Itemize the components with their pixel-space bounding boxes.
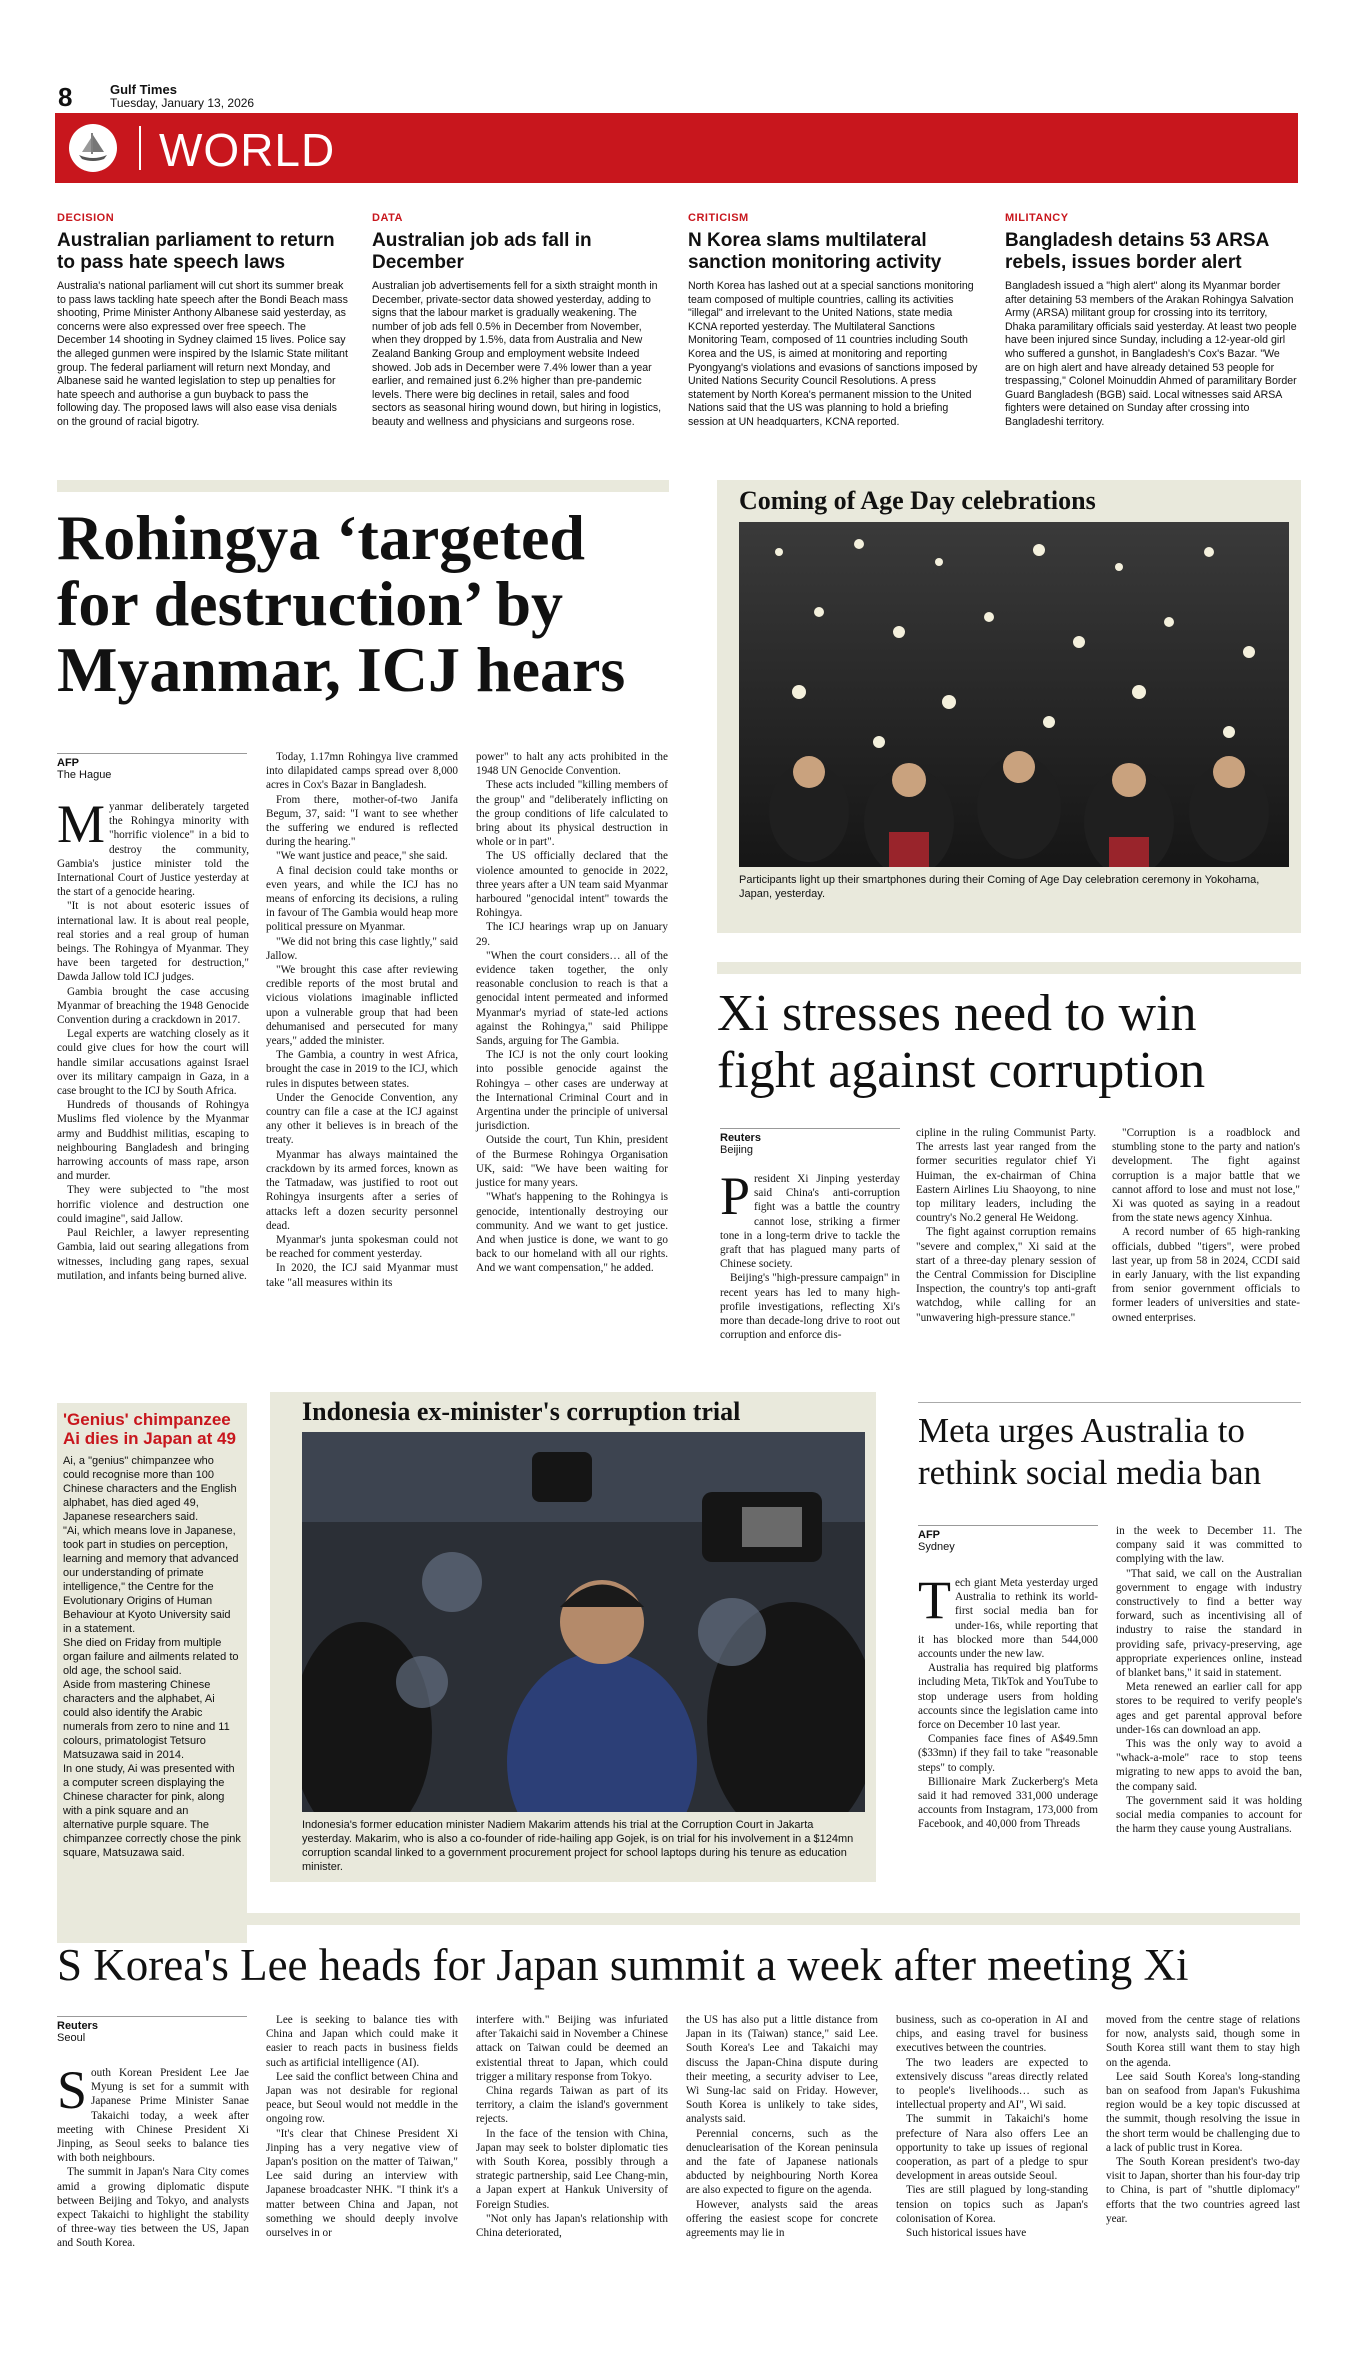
paragraph: Myanmar's junta spokesman could not be reached for comment yesterday. xyxy=(266,1233,458,1261)
paragraph: The fight against corruption remains "severe and complex," Xi said at the start of a three-day plenary session of the Central Commission for Discipline Inspection, the country's top anti-graft watchdog, while calling for an "unwavering high-pressure stance." xyxy=(916,1226,1096,1324)
paragraph: China regards Taiwan as part of its territory, a claim the island's government rejects. xyxy=(476,2085,668,2126)
paragraph: In 2020, the ICJ said Myanmar must take "all measures within its xyxy=(266,1262,458,1289)
brief-headline: Australian parliament to return to pass hate speech laws xyxy=(57,230,335,273)
brief-bangladesh xyxy=(1005,212,1297,430)
brief-category: DECISION xyxy=(57,212,115,224)
paragraph: "When the court considers… all of the evidence taken together, the only reasonable conclusion to reach is that a genocidal intent permeated and informed Myanmar's myriad of state-led actions against the Rohingya," said Philippe Sands, arguing for The Gambia. xyxy=(476,949,668,1048)
korea-col-3 xyxy=(476,2013,668,2240)
rohingya-col-2 xyxy=(266,750,458,1290)
paragraph: "It's clear that Chinese President Xi Jinping has a very negative view of Japan's position on the matter of Taiwan," Lee said during an interview with Japanese broadcaster NHK. "I think it's a matter between China and Japan, not something we should deeply involve ourselves in or xyxy=(266,2127,458,2240)
paragraph: Australia has required big platforms including Meta, TikTok and YouTube to stop underage users from holding accounts since the legislation came into force on December 10 last year. xyxy=(918,1662,1098,1732)
brief-body: North Korea has lashed out at a special sanctions monitoring team composed of multiple countries, calling its activities "illegal" and irrelevant to the United Nations, state media KCNA reported yesterday. The Multilateral Sanctions Monitoring Team, composed of 11 countries including South Korea and the US, is aimed at monitoring and reporting Pyongyang's violations and evasions of sanctions imposed by United Nations Security Council Resolutions. A press statement by North Korea's permanent mission to the United Nations said that the US was planning to hold a briefing session at UN headquarters, KCNA reported. xyxy=(688,280,978,428)
page-number: 8 xyxy=(58,82,73,112)
paragraph: This was the only way to avoid a "whack-a-mole" race to stop teens migrating to new apps to avoid the ban, the company said. xyxy=(1116,1738,1302,1793)
photo-caption: Participants light up their smartphones during their Coming of Age Day celebration ceremony in Yokohama, Japan, yesterday. xyxy=(739,874,1260,900)
paragraph: "We brought this case after reviewing credible reports of the most brutal and vicious violations imaginable inflicted upon a vulnerable group that had been dehumanised and persecuted for many years," added the minister. xyxy=(266,964,458,1048)
brief-body: Australia's national parliament will cut short its summer break to pass laws tackling hate speech after the Bondi Beach mass shooting, Prime Minister Anthony Albanese said yesterday, as concerns were also expressed over free speech. The December 14 shooting in Sydney claimed 15 lives. Police say the alleged gunmen were inspired by the Islamic State militant group. The federal parliament will return next Monday, and Albanese said he wanted legislation to step up penalties for hate speech and authorise a gun buyback to pass the following day. The proposed laws will also ease visa denials on the ground of racial bigotry. xyxy=(57,280,348,428)
rohingya-col-3 xyxy=(476,750,668,1276)
paragraph: Such historical issues have xyxy=(906,2227,1027,2240)
coming-of-age-photo xyxy=(739,522,1289,867)
paragraph: The summit in Japan's Nara City comes amid a growing diplomatic dispute between Beijing and Tokyo, and analysts expect Takaichi to highlight the stability of three-way ties between the US, Japan and South Korea. xyxy=(57,2166,249,2250)
divider xyxy=(918,1402,1301,1403)
xi-col-1 xyxy=(720,1166,900,1342)
paragraph: They were subjected to "the most horrific violence and destruction one could imagine", said Jallow. xyxy=(57,1184,249,1225)
brief-body: Bangladesh issued a "high alert" along its Myanmar border after detaining 53 members of the Arakan Rohingya Salvation Army (ARSA) militant group for crossing into its territory, Dhaka paramilitary officials said yesterday. At least two people have been injured since Sunday, including a 12-year-old girl who suffered a gunshot, in Bangladesh's Cox's Bazar. "We are on high alert and have already detained 53 people for trespassing," Colonel Moinuddin Ahmed of paramilitary Border Guard Bangladesh (BGB) said. Local witnesses said ARSA fighters were detained on Sunday after crossing into Bangladeshi territory. xyxy=(1005,280,1297,428)
dropcap: S xyxy=(57,2060,88,2120)
xi-headline: Xi stresses need to win fight against corruption xyxy=(717,985,1206,1099)
paragraph: Lee said South Korea's long-standing ban on seafood from Japan's Fukushima region would be a key topic discussed at the summit, though resolving the issue in the short term would be challenging due to a lack of public trust in Korea. xyxy=(1106,2070,1300,2154)
rohingya-col-1 xyxy=(57,794,249,1283)
paragraph: Beijing's "high-pressure campaign" in recent years has led to many high-profile investigations, reflecting Xi's more than decade-long drive to root out corruption and enforce dis- xyxy=(720,1272,900,1342)
paragraph: the US has also put a little distance from Japan in its (Taiwan) stance," said Lee. South Korea's Lee and Takaichi may discuss the Japan-China dispute during their meeting, a security adviser to Lee, Wi Sung-lac said on Friday. However, South Korea is unlikely to take sides, analysts said. xyxy=(686,2014,878,2126)
meta-col-2 xyxy=(1116,1524,1302,1836)
paragraph: Companies face fines of A$49.5mn ($33mn) if they fail to take "reasonable steps" to comply. xyxy=(918,1733,1098,1774)
paragraph: interfere with." Beijing was infuriated after Takaichi said in November a Chinese attack on Taiwan could be deemed an existential threat to Japan, which could trigger a military response from Tokyo. xyxy=(476,2014,668,2083)
section-bar xyxy=(55,113,1298,183)
paragraph: A record number of 65 high-ranking officials, dubbed "tigers", were probed last year, up from 58 in 2024, CCDI said in early January, with the list expanding from senior government officials to former leaders of universities and state-owned enterprises. xyxy=(1112,1226,1300,1324)
paragraph: The ICJ is not the only court looking into possible genocide against the Rohingya – other cases are underway at the International Criminal Court and in Argentina under the principle of universal jurisdiction. xyxy=(476,1049,668,1133)
paragraph: "Not only has Japan's relationship with China deteriorated, xyxy=(476,2212,668,2240)
brief-australian-parliament xyxy=(57,212,349,430)
paragraph: Billionaire Mark Zuckerberg's Meta said it had removed 331,000 underage accounts from Instagram, 173,000 from Facebook, and 40,000 from Threads xyxy=(918,1775,1098,1831)
paragraph: The summit in Takaichi's home prefecture of Nara also offers Lee an opportunity to take up issues of regional cooperation, as part of a pledge to spur development in areas outside Seoul. xyxy=(896,2113,1088,2183)
rohingya-headline: Rohingya ‘targeted for destruction’ by Myanmar, ICJ hears xyxy=(57,502,626,705)
dropcap: M xyxy=(57,794,106,854)
photo-title: Coming of Age Day celebrations xyxy=(739,486,1096,515)
meta-col-1 xyxy=(918,1570,1098,1832)
section-rule xyxy=(57,1913,1300,1925)
paragraph: yanmar deliberately targeted the Rohingya minority with "horrific violence" in a bid to destroy the community, Gambia's justice minister told the International Court of Justice yesterday at the start of a genocide hearing. xyxy=(57,801,249,899)
indonesia-panel xyxy=(270,1392,876,1882)
paragraph: However, analysts said the areas offering the easiest scope for concrete agreements may lie in xyxy=(686,2198,878,2240)
agency: AFP xyxy=(918,1529,940,1541)
brief-headline: Australian job ads fall in December xyxy=(372,230,592,273)
paragraph: From there, mother-of-two Janifa Begum, 37, said: "I want to see whether the suffering we endured is reflected during the hearing." xyxy=(266,793,458,849)
brief-body: Australian job advertisements fell for a sixth straight month in December, private-sector data showed yesterday, adding to signs that the labour market is gradually weakening. The number of job ads fell 0.5% in December from November, when they dropped by 1.5%, data from Australia and New Zealand Banking Group and employment website Indeed showed. Job ads in December were 7.4% lower than a year earlier, and remained just 6.2% higher than pre-pandemic levels. There were big declines in retail, sales and food sectors as seasonal hiring wound down, but hiring in logistics, beauty and wellness and physicians and surgeons rose. xyxy=(372,280,662,428)
paragraph: resident Xi Jinping yesterday said China's anti-corruption fight was a battle the country cannot lose, striking a firmer tone in a long-term drive to tackle the graft that has plagued many parts of Chinese society. xyxy=(720,1173,900,1271)
brief-job-ads xyxy=(372,212,664,430)
dateline: Seoul xyxy=(57,2032,86,2044)
paragraph: "Ai, which means love in Japanese, took part in studies on perception, learning and memory that advanced our understanding of primate intelligence," the Centre for the Evolutionary Origins of Human Behaviour at Kyoto University said in a statement. xyxy=(63,1525,239,1635)
dateline: The Hague xyxy=(57,769,112,781)
chimp-body xyxy=(63,1454,241,1860)
paragraph: Perennial concerns, such as the denuclearisation of the Korean peninsula and the fate of Japanese nationals abducted by neighbouring North Korea are also expected to figure on the agenda. xyxy=(686,2127,878,2197)
paragraph: The ICJ hearings wrap up on January 29. xyxy=(476,921,668,948)
paragraph: "That said, we call on the Australian government to engage with industry constructively to find a better way forward, such as incentivising all of industry to raise the standard in providing safe, privacy-preserving, age appropriate experiences online, instead of blanket bans," it said in statement. xyxy=(1116,1567,1302,1680)
paragraph: Paul Reichler, a lawyer representing Gambia, laid out searing allegations from witnesses, including gang rapes, sexual mutilation, and infants being burned alive. xyxy=(57,1227,249,1282)
korea-headline: S Korea's Lee heads for Japan summit a week after meeting Xi xyxy=(57,1940,1189,1990)
korea-col-2 xyxy=(266,2013,458,2240)
paragraph: cipline in the ruling Communist Party. The arrests last year ranged from the former securities regulator chief Yi Huiman, the ex-chairman of China Eastern Airlines Liu Shaoyong, to nine top military leaders, including the country's No.2 general He Weidong. xyxy=(916,1127,1096,1225)
paragraph: Today, 1.17mn Rohingya live crammed into dilapidated camps spread over 8,000 acres in Cox's Bazar in Bangladesh. xyxy=(266,751,458,792)
paper-name: Gulf Times xyxy=(110,82,177,97)
brief-category: DATA xyxy=(372,212,403,224)
photo-title: Indonesia ex-minister's corruption trial xyxy=(302,1397,741,1426)
meta-byline xyxy=(918,1525,1098,1553)
paragraph: moved from the centre stage of relations for now, analysts said, though some in South Korea still want them to stay high on the agenda. xyxy=(1106,2014,1300,2069)
korea-col-5 xyxy=(896,2013,1088,2240)
paragraph: She died on Friday from multiple organ failure and ailments related to old age, the school said. xyxy=(63,1637,239,1677)
xi-col-3 xyxy=(1112,1126,1300,1325)
section-divider xyxy=(139,126,141,170)
paragraph: Myanmar has always maintained the crackdown by its armed forces, known as the Tatmadaw, was justified to root out Rohingya insurgents after a series of attacks left a dozen security personnel dead. xyxy=(266,1148,458,1232)
paragraph: In the face of the tension with China, Japan may seek to bolster diplomatic ties with South Korea, possibly through a strategic partnership, said Lee Chang-min, a Japan expert at Hankuk University of Foreign Studies. xyxy=(476,2127,668,2211)
paragraph: Lee said the conflict between China and Japan was not desirable for regional peace, but Seoul would not meddle in the ongoing row. xyxy=(266,2070,458,2126)
paragraph: Outside the court, Tun Khin, president of the Burmese Rohingya Organisation UK, said: "We have been waiting for justice for many years. xyxy=(476,1134,668,1190)
chimp-headline: 'Genius' chimpanzee Ai dies in Japan at 49 xyxy=(63,1410,236,1448)
rohingya-byline xyxy=(57,753,247,781)
paragraph: Ties are still plagued by long-standing tension on topics such as Japan's colonisation of Korea. xyxy=(896,2184,1088,2225)
paragraph: In one study, Ai was presented with a computer screen displaying the Chinese character for pink, along with a pink square and an alternative purple square. The chimpanzee correctly chose the pink square, Matsuzawa said. xyxy=(63,1763,241,1859)
section-rule xyxy=(717,962,1301,974)
paragraph: outh Korean President Lee Jae Myung is set for a summit with Japanese Prime Minister Sanae Takaichi today, a week after meeting with Chinese President Xi Jinping, as Seoul seeks to balance ties with both neighbours. xyxy=(57,2067,249,2165)
paragraph: Hundreds of thousands of Rohingya Muslims fled violence by the Myanmar army and Buddhist militias, escaping to neighbouring Bangladesh and bringing harrowing accounts of mass rape, arson and murder. xyxy=(57,1099,249,1183)
paragraph: A final decision could take months or even years, and while the ICJ has no means of enforcing its decisions, a ruling in favour of The Gambia would heap more political pressure on Myanmar. xyxy=(266,864,458,934)
paragraph: The Gambia, a country in west Africa, brought the case in 2019 to the ICJ, which rules in disputes between states. xyxy=(266,1049,458,1090)
brief-north-korea xyxy=(688,212,980,430)
paragraph: The US officially declared that the violence amounted to genocide in 2022, three years after a UN team said Myanmar harboured "genocidal intent" towards the Rohingya. xyxy=(476,850,668,920)
brief-category: MILITANCY xyxy=(1005,212,1069,224)
indonesia-photo xyxy=(302,1432,865,1812)
dateline: Beijing xyxy=(720,1144,754,1156)
page-header xyxy=(58,80,1303,112)
paragraph: ech giant Meta yesterday urged Australia to rethink its world-first social media ban for under-16s, while reporting that it has blocked more than 544,000 accounts under the new law. xyxy=(918,1577,1098,1661)
section-rule xyxy=(57,480,669,492)
xi-byline xyxy=(720,1128,900,1156)
paragraph: Meta renewed an earlier call for app stores to be required to verify people's ages and get parental approval before under-16s can download an app. xyxy=(1116,1681,1302,1736)
brief-category: CRITICISM xyxy=(688,212,749,224)
paragraph: Aside from mastering Chinese characters and the alphabet, Ai could also identify the Arabic numerals from zero to nine and 11 colours, primatologist Tetsuro Matsuzawa said in 2014. xyxy=(63,1679,230,1761)
dropcap: T xyxy=(918,1570,951,1630)
dropcap: P xyxy=(720,1166,751,1226)
paper-date: Tuesday, January 13, 2026 xyxy=(110,96,255,110)
paragraph: The South Korean president's two-day visit to Japan, shorter than his four-day trip to China, is part of "shuttle diplomacy" efforts that the two countries agreed last year. xyxy=(1106,2156,1300,2225)
agency: AFP xyxy=(57,757,79,769)
paragraph: power" to halt any acts prohibited in the 1948 UN Genocide Convention. xyxy=(476,751,668,778)
paragraph: "What's happening to the Rohingya is genocide, intentionally destroying our community. And we want to get justice. And when justice is done, we want to go back to our homeland with all our rights. And we want compensation," he added. xyxy=(476,1191,668,1275)
korea-byline xyxy=(57,2016,247,2044)
meta-headline: Meta urges Australia to rethink social media ban xyxy=(918,1411,1262,1492)
agency: Reuters xyxy=(720,1132,761,1144)
paragraph: Gambia brought the case accusing Myanmar of breaching the 1948 Genocide Convention during a crackdown in 2017. xyxy=(57,985,249,1027)
paragraph: "Corruption is a roadblock and stumbling stone to the party and nation's development. The fight against corruption is a major battle that we cannot afford to lose and must not lose," Xi was quoted as saying in a readout from the state news agency Xinhua. xyxy=(1112,1127,1300,1225)
agency: Reuters xyxy=(57,2020,98,2032)
xi-col-2 xyxy=(916,1126,1096,1325)
photo-caption: Indonesia's former education minister Nadiem Makarim attends his trial at the Corruption Court in Jakarta yesterday. Makarim, who is also a co-founder of ride-hailing app Gojek, is on trial for his involvement in a $124mn corruption scandal linked to a government procurement project for school laptops during his tenure as education minister. xyxy=(302,1819,854,1873)
coming-of-age-panel xyxy=(717,480,1301,933)
korea-col-1 xyxy=(57,2060,249,2251)
paragraph: The government said it was holding social media companies to account for the harm they cause young Australians. xyxy=(1116,1794,1302,1836)
paragraph: Lee is seeking to balance ties with China and Japan which could make it easier to reach pacts in business fields such as artificial intelligence (AI). xyxy=(266,2014,458,2069)
paragraph: in the week to December 11. The company said it was committed to complying with the law. xyxy=(1116,1525,1302,1566)
paragraph: business, such as co-operation in AI and chips, and easing travel for business executives between the countries. xyxy=(896,2014,1088,2055)
section-title: WORLD xyxy=(159,124,336,176)
boat-logo-icon xyxy=(69,124,117,172)
brief-headline: N Korea slams multilateral sanction monitoring activity xyxy=(688,230,942,273)
chimp-sidebar xyxy=(57,1403,247,1943)
brief-headline: Bangladesh detains 53 ARSA rebels, issues border alert xyxy=(1005,230,1269,273)
paragraph: "It is not about esoteric issues of international law. It is about real people, real stories and a real group of human beings. The Rohingya of Myanmar. They have been targeted for destruction," Dawda Jallow told ICJ judges. xyxy=(57,900,249,984)
paragraph: "We want justice and peace," she said. xyxy=(276,850,448,863)
paragraph: These acts included "killing members of the group" and "deliberately inflicting on the group conditions of life calculated to bring about its physical destruction in whole or in part". xyxy=(476,779,668,849)
paragraph: "We did not bring this case lightly," said Jallow. xyxy=(266,935,458,962)
paragraph: Legal experts are watching closely as it could give clues for how the court will handle similar accusations against Israel over its military campaign in Gaza, in a case brought to the ICJ by South Africa. xyxy=(57,1028,249,1098)
korea-col-6 xyxy=(1106,2013,1300,2226)
dateline: Sydney xyxy=(918,1541,955,1553)
paragraph: The two leaders are expected to extensively discuss "areas directly related to people's livelihoods… such as intellectual property and AI", Wi said. xyxy=(896,2056,1088,2112)
korea-col-4 xyxy=(686,2013,878,2240)
paragraph: Ai, a "genius" chimpanzee who could recognise more than 100 Chinese characters and the English alphabet, has died aged 49, Japanese researchers said. xyxy=(63,1455,237,1523)
paragraph: Under the Genocide Convention, any country can file a case at the ICJ against any other it believes is in breach of the treaty. xyxy=(266,1091,458,1147)
